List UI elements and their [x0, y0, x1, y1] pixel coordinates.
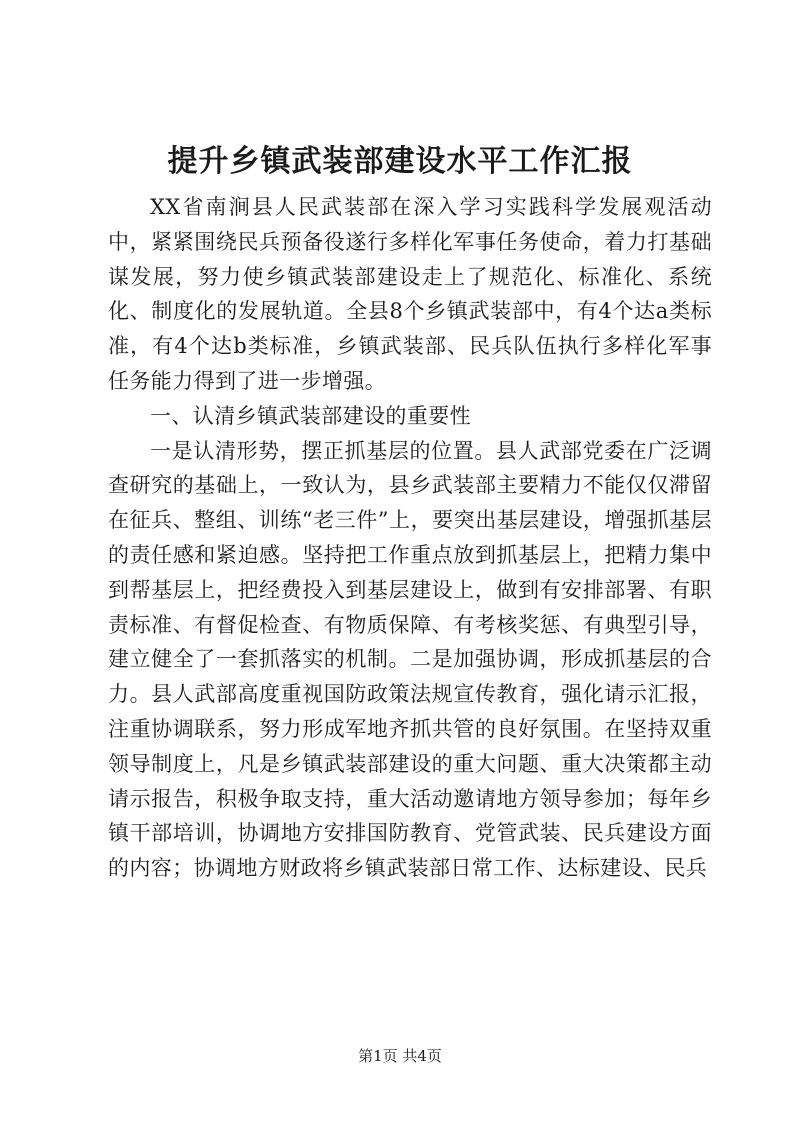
paragraph-intro: XX省南涧县人民武装部在深入学习实践科学发展观活动中，紧紧围绕民兵预备役遂行多样化军事任务使命，着力打基础谋发展，努力使乡镇武装部建设走上了规范化、标准化、系统化、制度化的发展轨道。全县8个乡镇武装部中，有4个达a类标准，有4个达b类标准，乡镇武装部、民兵队伍执行多样化军事任务能力得到了进一步增强。 — [108, 195, 712, 393]
paragraph-section-1: 一是认清形势，摆正抓基层的位置。县人武部党委在广泛调查研究的基础上，一致认为，县乡武装部主要精力不能仅仅滞留在征兵、整组、训练“老三件”上，要突出基层建设，增强抓基层的责任感和紧迫感。坚持把工作重点放到抓基层上，把精力集中到帮基层上，把经费投入到基层建设上，做到有安排部署、有职责标准、有督促检查、有物质保障、有考核奖惩、有典型引导，建立健全了一套抓落实的机制。二是加强协调，形成抓基层的合力。县人武部高度重视国防政策法规宣传教育，强化请示汇报，注重协调联系，努力形成军地齐抓共管的良好氛围。在坚持双重领导制度上，凡是乡镇武装部建设的重大问题、重大决策都主动请示报告，积极争取支持，重大活动邀请地方领导参加；每年乡镇干部培训，协调地方安排国防教育、党管武装、民兵建设方面的内容；协调地方财政将乡镇武装部日常工作、达标建设、民兵 — [108, 438, 712, 881]
document-body — [108, 190, 712, 886]
page-number: 第1页 共4页 — [358, 1047, 442, 1065]
section-heading: 一、认清乡镇武装部建设的重要性 — [150, 403, 471, 428]
document-title: 提升乡镇武装部建设水平工作汇报 — [167, 144, 633, 179]
